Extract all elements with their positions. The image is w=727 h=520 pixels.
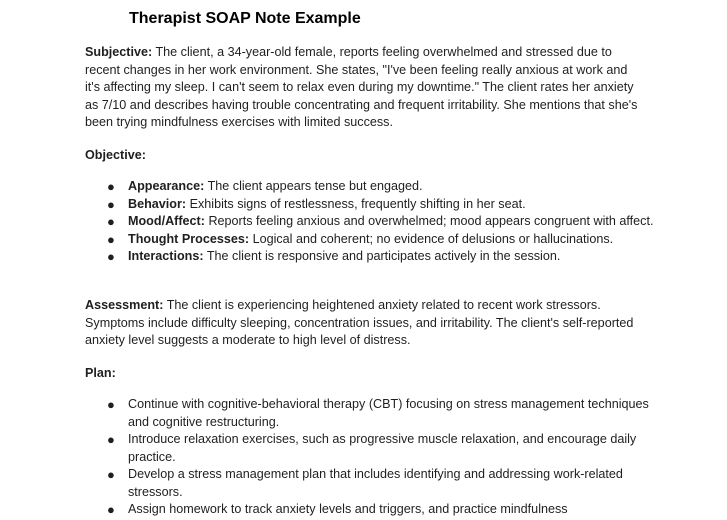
subjective-section bbox=[85, 44, 645, 132]
objective-item-label: Thought Processes: bbox=[128, 231, 250, 246]
objective-item-label: Mood/Affect: bbox=[128, 214, 205, 228]
bullet-icon: ● bbox=[107, 467, 115, 482]
objective-item-text: Logical and coherent; no evidence of delusions or hallucinations. bbox=[252, 231, 614, 246]
objective-item-text: Exhibits signs of restlessness, frequently shifting in her seat. bbox=[189, 196, 526, 211]
list-item bbox=[85, 231, 655, 249]
plan-heading: Plan: bbox=[85, 366, 116, 380]
plan-item-text: Introduce relaxation exercises, such as progressive muscle relaxation, and encourage daily practice. bbox=[128, 432, 637, 464]
subjective-label: Subjective: bbox=[85, 45, 153, 59]
list-item bbox=[85, 196, 655, 214]
objective-item-text: Reports feeling anxious and overwhelmed; mood appears congruent with affect. bbox=[208, 214, 654, 228]
bullet-icon: ● bbox=[107, 502, 115, 517]
plan-item-text: Assign homework to track anxiety levels and triggers, and practice mindfulness bbox=[128, 502, 568, 516]
list-item bbox=[85, 466, 655, 501]
list-item bbox=[85, 501, 655, 519]
page-title: Therapist SOAP Note Example bbox=[129, 10, 361, 27]
bullet-icon: ● bbox=[107, 249, 115, 264]
plan-list bbox=[85, 396, 655, 519]
objective-list bbox=[85, 178, 655, 266]
assessment-label: Assessment: bbox=[85, 298, 164, 312]
list-item bbox=[85, 248, 655, 266]
list-item bbox=[85, 396, 655, 431]
objective-item-text: The client appears tense but engaged. bbox=[207, 179, 423, 193]
assessment-section bbox=[85, 297, 655, 350]
bullet-icon: ● bbox=[107, 214, 115, 229]
objective-item-label: Behavior: bbox=[128, 196, 187, 211]
plan-item-text: Continue with cognitive-behavioral therapy (CBT) focusing on stress management techniques and cognitive restructuring. bbox=[128, 397, 649, 429]
assessment-text: The client is experiencing heightened anxiety related to recent work stressors. Symptoms include difficulty sleeping, concentration issues, and irritability. The client's self-reported anxiety level suggests a moderate to high level of distress. bbox=[85, 298, 634, 347]
objective-heading: Objective: bbox=[85, 148, 146, 162]
list-item bbox=[85, 431, 655, 466]
objective-item-label: Appearance: bbox=[128, 179, 205, 193]
bullet-icon: ● bbox=[107, 196, 115, 212]
objective-item-text: The client is responsive and participates actively in the session. bbox=[206, 249, 561, 263]
bullet-icon: ● bbox=[107, 397, 115, 412]
objective-item-label: Interactions: bbox=[128, 249, 204, 263]
list-item bbox=[85, 213, 655, 231]
plan-item-text: Develop a stress management plan that includes identifying and addressing work-related stressors. bbox=[128, 467, 623, 499]
bullet-icon: ● bbox=[107, 231, 115, 247]
bullet-icon: ● bbox=[107, 179, 115, 194]
subjective-text: The client, a 34-year-old female, reports feeling overwhelmed and stressed due to recent changes in her work environment. She states, "I've been feeling really anxious at work and it's affecting my sleep. I can't seem to relax even during my downtime." The client rates her anxiety as 7/10 and describes having trouble concentrating and frequent irritability. She mentions that she's been trying mindfulness exercises with limited success. bbox=[85, 45, 638, 129]
list-item bbox=[85, 178, 655, 196]
bullet-icon: ● bbox=[107, 432, 115, 447]
